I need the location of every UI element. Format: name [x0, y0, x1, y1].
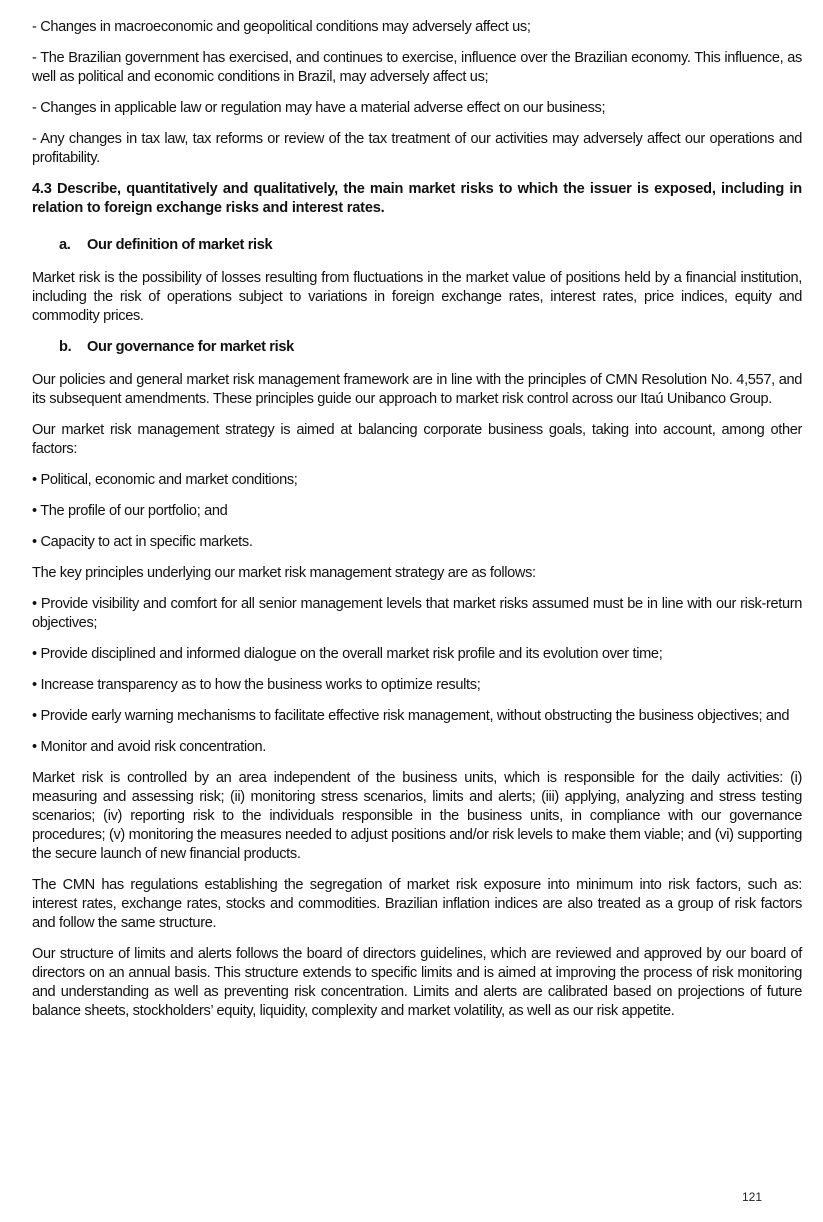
factor-item: • The profile of our portfolio; and	[32, 503, 228, 519]
subsection-b-heading	[32, 338, 802, 357]
subsection-title: Our definition of market risk	[87, 237, 273, 253]
factor-item: • Capacity to act in specific markets.	[32, 534, 253, 550]
risk-factor-item: - Changes in macroeconomic and geopolitical conditions may adversely affect us;	[32, 19, 531, 35]
principle-item: • Provide disciplined and informed dialogue on the overall market risk profile and its evolution over time;	[32, 646, 663, 662]
principle-item: • Provide visibility and comfort for all senior management levels that market risks assumed must be in line with our risk-return objectives;	[32, 596, 802, 631]
strategy-paragraph: Our market risk management strategy is aimed at balancing corporate business goals, taking into account, among other factors:	[32, 422, 802, 457]
risk-factor-item: - Any changes in tax law, tax reforms or review of the tax treatment of our activities may adversely affect our operations and profitability.	[32, 131, 802, 166]
limits-alerts-paragraph: Our structure of limits and alerts follows the board of directors guidelines, which are reviewed and approved by our board of directors on an annual basis. This structure extends to specific limits and is aimed at improving the process of risk monitoring and understanding as well as preventing risk concentration. Limits and alerts are calibrated based on projections of future balance sheets, stockholders’ equity, liquidity, complexity and market volatility, as well as our risk appetite.	[32, 946, 802, 1019]
subsection-letter: b.	[59, 339, 72, 355]
section-heading: 4.3 Describe, quantitatively and qualitatively, the main market risks to which the issuer is exposed, including in relation to foreign exchange risks and interest rates.	[32, 181, 802, 216]
subsection-letter: a.	[59, 237, 71, 253]
governance-paragraph: Our policies and general market risk management framework are in line with the principles of CMN Resolution No. 4,557, and its subsequent amendments. These principles guide our approach to market risk control across our Itaú Unibanco Group.	[32, 372, 802, 407]
control-paragraph: Market risk is controlled by an area independent of the business units, which is responsible for the daily activities: (i) measuring and assessing risk; (ii) monitoring stress scenarios, limits and alerts; (iii) applying, analyzing and stress testing scenarios; (iv) reporting risk to the individuals responsible in the business units, in compliance with our governance procedures; (v) monitoring the measures needed to adjust positions and/or risk levels to make them viable; and (vi) supporting the secure launch of new financial products.	[32, 770, 802, 862]
document-page	[32, 18, 802, 1033]
risk-factor-item: - Changes in applicable law or regulation may have a material adverse effect on our business;	[32, 100, 606, 116]
page-number: 121	[742, 1190, 763, 1204]
subsection-title: Our governance for market risk	[87, 339, 294, 355]
principles-intro: The key principles underlying our market risk management strategy are as follows:	[32, 565, 536, 581]
risk-factor-item: - The Brazilian government has exercised, and continues to exercise, influence over the Brazilian economy. This influence, as well as political and economic conditions in Brazil, may adversely affect us;	[32, 50, 802, 85]
principle-item: • Monitor and avoid risk concentration.	[32, 739, 267, 755]
factor-item: • Political, economic and market conditions;	[32, 472, 298, 488]
subsection-a-heading	[32, 236, 802, 255]
principle-item: • Provide early warning mechanisms to facilitate effective risk management, without obstructing the business objectives; and	[32, 708, 790, 724]
principle-item: • Increase transparency as to how the business works to optimize results;	[32, 677, 481, 693]
cmn-regulations-paragraph: The CMN has regulations establishing the segregation of market risk exposure into minimum into risk factors, such as: interest rates, exchange rates, stocks and commodities. Brazilian inflation indices are also treated as a group of risk factors and follow the same structure.	[32, 877, 802, 931]
market-risk-definition: Market risk is the possibility of losses resulting from fluctuations in the market value of positions held by a financial institution, including the risk of operations subject to variations in foreign exchange rates, interest rates, price indices, equity and commodity prices.	[32, 270, 802, 324]
